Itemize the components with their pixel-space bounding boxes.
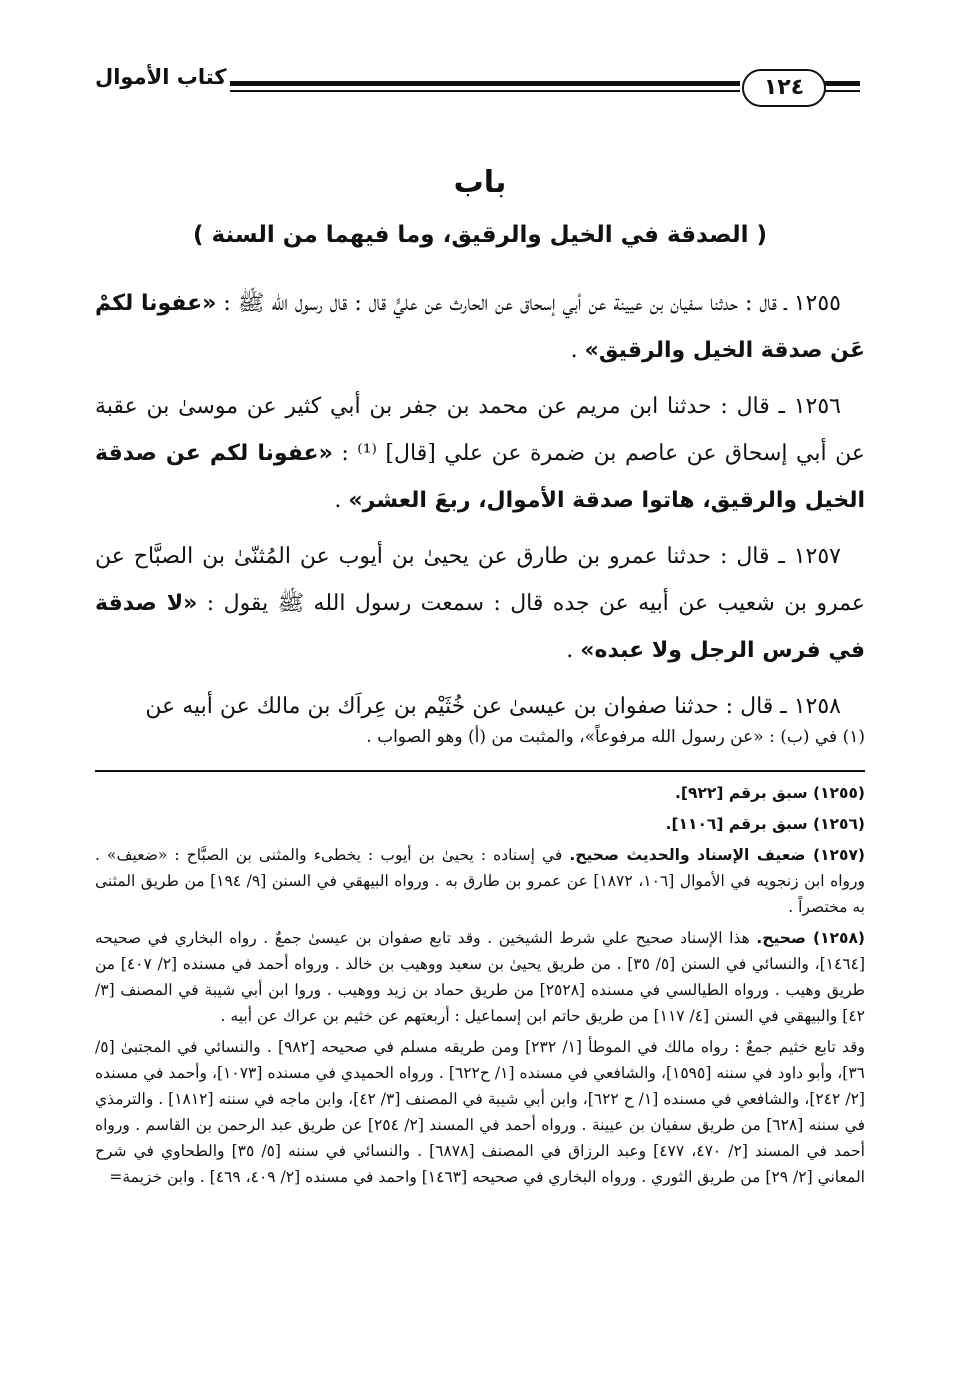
header-rule-thick — [230, 81, 740, 86]
hadith-text: ١٢٥٦ ـ قال : حدثنا ابن مريم عن محمد بن جفر بن أبي كثير عن موسىٰ بن عقبة عن أبي إسحاق عن عاصم بن ضمرة عن علي [قال] ⁽¹⁾ : — [95, 394, 866, 466]
note-1258 — [95, 925, 865, 1029]
hadith-text: ١٢٥٧ ـ قال : حدثنا عمرو بن طارق عن يحيىٰ بن أيوب عن المُثنّىٰ بن الصبَّاح عن عمرو بن شعيب عن أبيه عن جده قال : سمعت رسول الله ﷺ يقول : — [95, 544, 866, 616]
page-header — [0, 50, 960, 130]
chapter-title: باب — [453, 165, 507, 200]
hadith-tail: . — [570, 338, 585, 363]
hadith-1257 — [95, 533, 865, 674]
book-title: كتاب الأموال — [95, 65, 227, 89]
note-label: (١٢٥٨) صحيح. — [756, 929, 866, 947]
hadith-quote: «لا صدقة في فرس الرجل ولا عبده» — [95, 591, 865, 663]
notes-separator — [95, 770, 865, 772]
hadith-1255 — [95, 280, 865, 374]
header-rule-thin — [230, 90, 740, 92]
note-label: (١٢٥٦) سبق برقم [١١٠٦]. — [665, 815, 865, 833]
note-label: (١٢٥٥) سبق برقم [٩٢٢]. — [675, 784, 865, 802]
note-text: هذا الإسناد صحيح علي شرط الشيخين . وقد تابع صفوان بن عيسىٰ جمعٌ . رواه البخاري في صحيحه [١٤٦٤]، والنسائي في السنن [٥/ ٣٥] . من طريق يحيىٰ بن سعيد ووهيب بن خالد . ورواه أحمد في مسنده [٢/ ٤٠٧] من طريق وهيب . ورواه الطيالسي في مسنده [٢٥٢٨] من طريق حماد بن زيد ووهيب . وروا ابن أبي شيبة في المصنف [٣/ ٤٢] والبيهقي في السنن [٤/ ١١٧] من طريق حاتم ابن إسماعيل : أربعتهم عن خثيم بن عراك عن أبيه . — [95, 929, 865, 1025]
hadith-1256 — [95, 383, 865, 524]
note-text: وقد تابع خثيم جمعٌ : رواه مالك في الموطأ [١/ ٢٣٢] ومن طريقه مسلم في صحيحه [٩٨٢] . والنسائي في المجتبىٰ [٥/ ٣٦]، وأبو داود في سننه [١٥٩٥]، والشافعي في مسنده [١/ ح٦٢٢] . ورواه الحميدي في مسنده [١٠٧٣]، وأحمد في مسنده [٢/ ٢٤٢]، والشافعي في مسنده [١/ ح ٦٢٢]، وابن أبي شيبة في المصنف [٣/ ٤٢]، وابن ماجه في سننه [١٨١٢] . والترمذي في سننه [٦٢٨] من طريق سفيان بن عيينة . ورواه أحمد في المسند [٢/ ٢٥٤] عن طريق عبد الرحمن بن القاسم . ورواه أحمد في المسند [٢/ ٤٧٠، ٤٧٧] وعبد الرزاق في المصنف [٦٨٧٨] . والنسائي في سننه [٥/ ٣٥] والطحاوي في شرح المعاني [٢/ ٢٩] من طريق الثوري . ورواه البخاري في صحيحه [١٤٦٣] واحمد في مسنده [٢/ ٤٠٩، ٤٦٩] . وابن خزيمة= — [95, 1038, 865, 1186]
header-rule-right-thin — [822, 90, 860, 92]
hadith-text: ١٢٥٥ ـ قال : حدثنا سفيان بن عيينة عن أبي إسحاق عن الحارث عن عليٍّ قال : قال رسول الله ﷺ : — [223, 291, 841, 316]
page-footnote: (١) في (ب) : «عن رسول الله مرفوعاً»، والمثبت من (أ) وهو الصواب . — [366, 727, 865, 747]
editor-notes — [95, 780, 865, 1195]
note-1257 — [95, 842, 865, 920]
hadith-quote: «عفونا لكمْ عَن صدقة الخيل والرقيق» — [95, 291, 865, 363]
chapter-subtitle: ( الصدقة في الخيل والرقيق، وما فيهما من السنة ) — [192, 222, 767, 248]
page-number: ١٢٤ — [742, 69, 826, 107]
note-continuation — [95, 1034, 865, 1190]
note-1255 — [95, 780, 865, 806]
note-text: في إسناده : يحيىٰ بن أيوب : يخطىء والمثنى بن الصبَّاح : «ضعيف» . ورواه ابن زنجويه في الأموال [١٠٦، ١٨٧٢] عن عمرو بن طارق به . ورواه البيهقي في السنن [٩/ ١٩٤] من طريق المثنى به مختصراً . — [95, 846, 865, 916]
header-rule-right-thick — [822, 81, 860, 86]
hadith-tail: . — [334, 488, 349, 513]
note-1256 — [95, 811, 865, 837]
hadith-tail: . — [566, 638, 581, 663]
main-text — [95, 280, 865, 739]
hadith-quote: «عفونا لكم عن صدقة الخيل والرقيق، هاتوا صدقة الأموال، ربعَ العشر» — [95, 441, 865, 513]
hadith-text: ١٢٥٨ ـ قال : حدثنا صفوان بن عيسىٰ عن خُثَيْم بن عِراَك بن مالك عن أبيه عن — [145, 694, 841, 719]
note-label: (١٢٥٧) ضعيف الإسناد والحديث صحيح. — [569, 846, 865, 864]
